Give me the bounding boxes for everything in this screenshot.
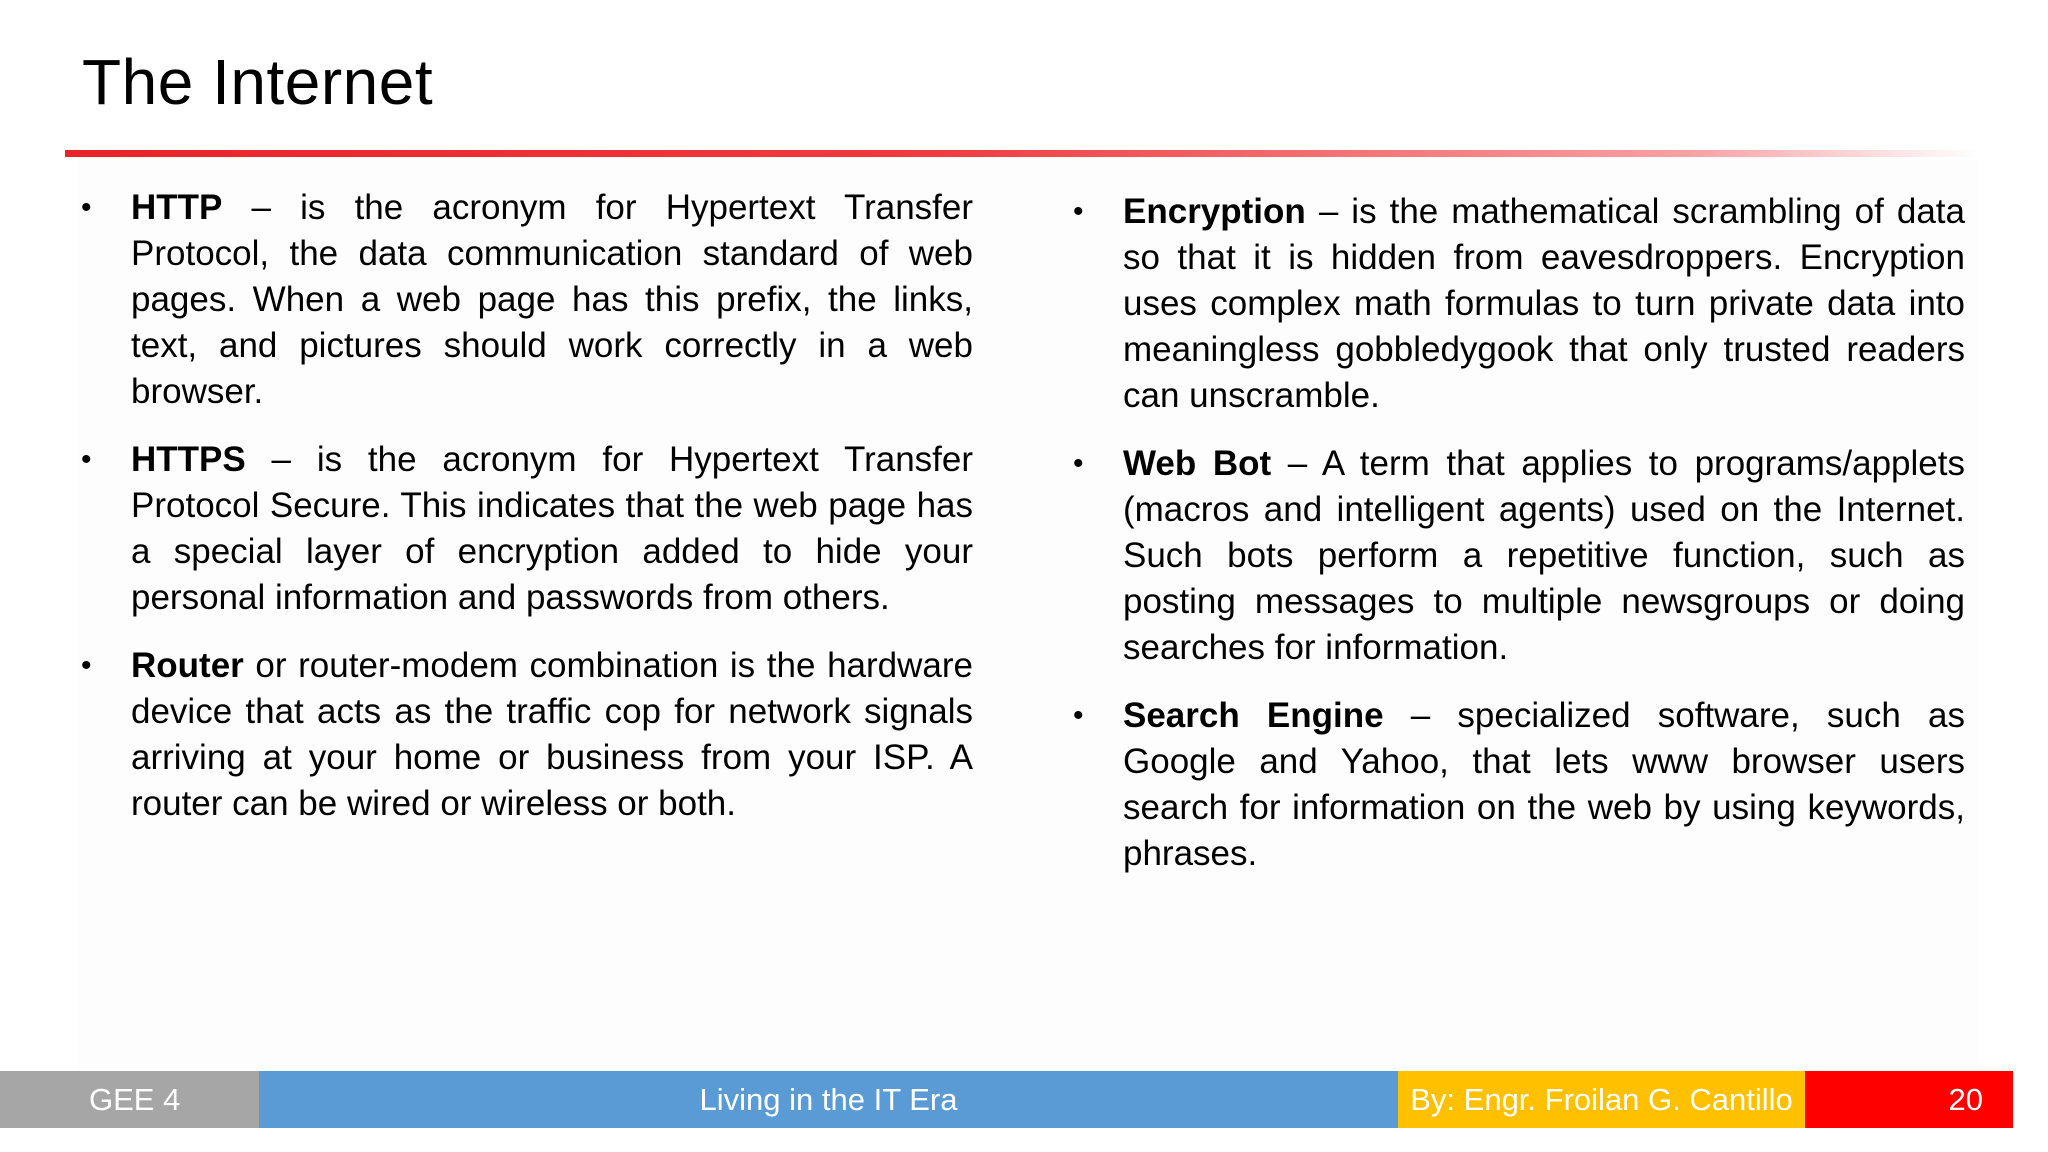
bullet-icon: • <box>81 649 92 682</box>
footer-page-number <box>1805 1071 2013 1128</box>
bullet-item-encryption <box>1073 189 1965 419</box>
term-definition: – is the acronym for Hypertext Transfer Protocol Secure. This indicates that the web page has a special layer of encryption added to hide your personal information and passwords from others. <box>131 440 973 617</box>
bullet-icon: • <box>1073 195 1084 228</box>
term-definition: or router-modem combination is the hardware device that acts as the traffic cop for network signals arriving at your home or business from your ISP. A router can be wired or wireless or both. <box>131 646 973 823</box>
term-definition: – is the mathematical scrambling of data so that it is hidden from eavesdroppers. Encryption uses complex math formulas to turn private data into meaningless gobbledygook that only trusted readers can unscramble. <box>1123 192 1965 415</box>
bullet-icon: • <box>1073 699 1084 732</box>
footer-subject <box>259 1071 1398 1128</box>
footer-subject-label: Living in the IT Era <box>699 1082 958 1117</box>
bullet-item-https <box>81 437 973 621</box>
term-definition: – specialized software, such as Google and Yahoo, that lets www browser users search for information on the web by using keywords, phrases. <box>1123 696 1965 873</box>
left-column <box>81 185 973 849</box>
right-column <box>1073 189 1965 899</box>
footer-course-label: GEE 4 <box>89 1082 181 1117</box>
term-label: HTTPS <box>131 440 246 479</box>
bullet-icon: • <box>81 191 92 224</box>
term-label: Web Bot <box>1123 444 1272 483</box>
bullet-item-web-bot <box>1073 441 1965 671</box>
title-underline <box>65 150 1980 157</box>
term-definition: – A term that applies to programs/applets (macros and intelligent agents) used on the Internet. Such bots perform a repetitive function, such as posting messages to multiple newsgroups or doing searches for information. <box>1123 444 1965 667</box>
page-number-label: 20 <box>1948 1082 1983 1117</box>
bullet-icon: • <box>1073 447 1084 480</box>
term-definition: – is the acronym for Hypertext Transfer Protocol, the data communication standard of web pages. When a web page has this prefix, the links, text, and pictures should work correctly in a web browser. <box>131 188 973 411</box>
bullet-item-search-engine <box>1073 693 1965 877</box>
term-label: Search Engine <box>1123 696 1384 735</box>
footer-author <box>1398 1071 1805 1128</box>
term-label: Encryption <box>1123 192 1306 231</box>
footer-author-label: By: Engr. Froilan G. Cantillo <box>1410 1082 1793 1117</box>
bullet-item-router <box>81 643 973 827</box>
slide-title: The Internet <box>82 46 434 118</box>
footer-course <box>0 1071 259 1128</box>
term-label: Router <box>131 646 244 685</box>
term-label: HTTP <box>131 188 223 227</box>
bullet-icon: • <box>81 443 92 476</box>
bullet-item-http <box>81 185 973 415</box>
